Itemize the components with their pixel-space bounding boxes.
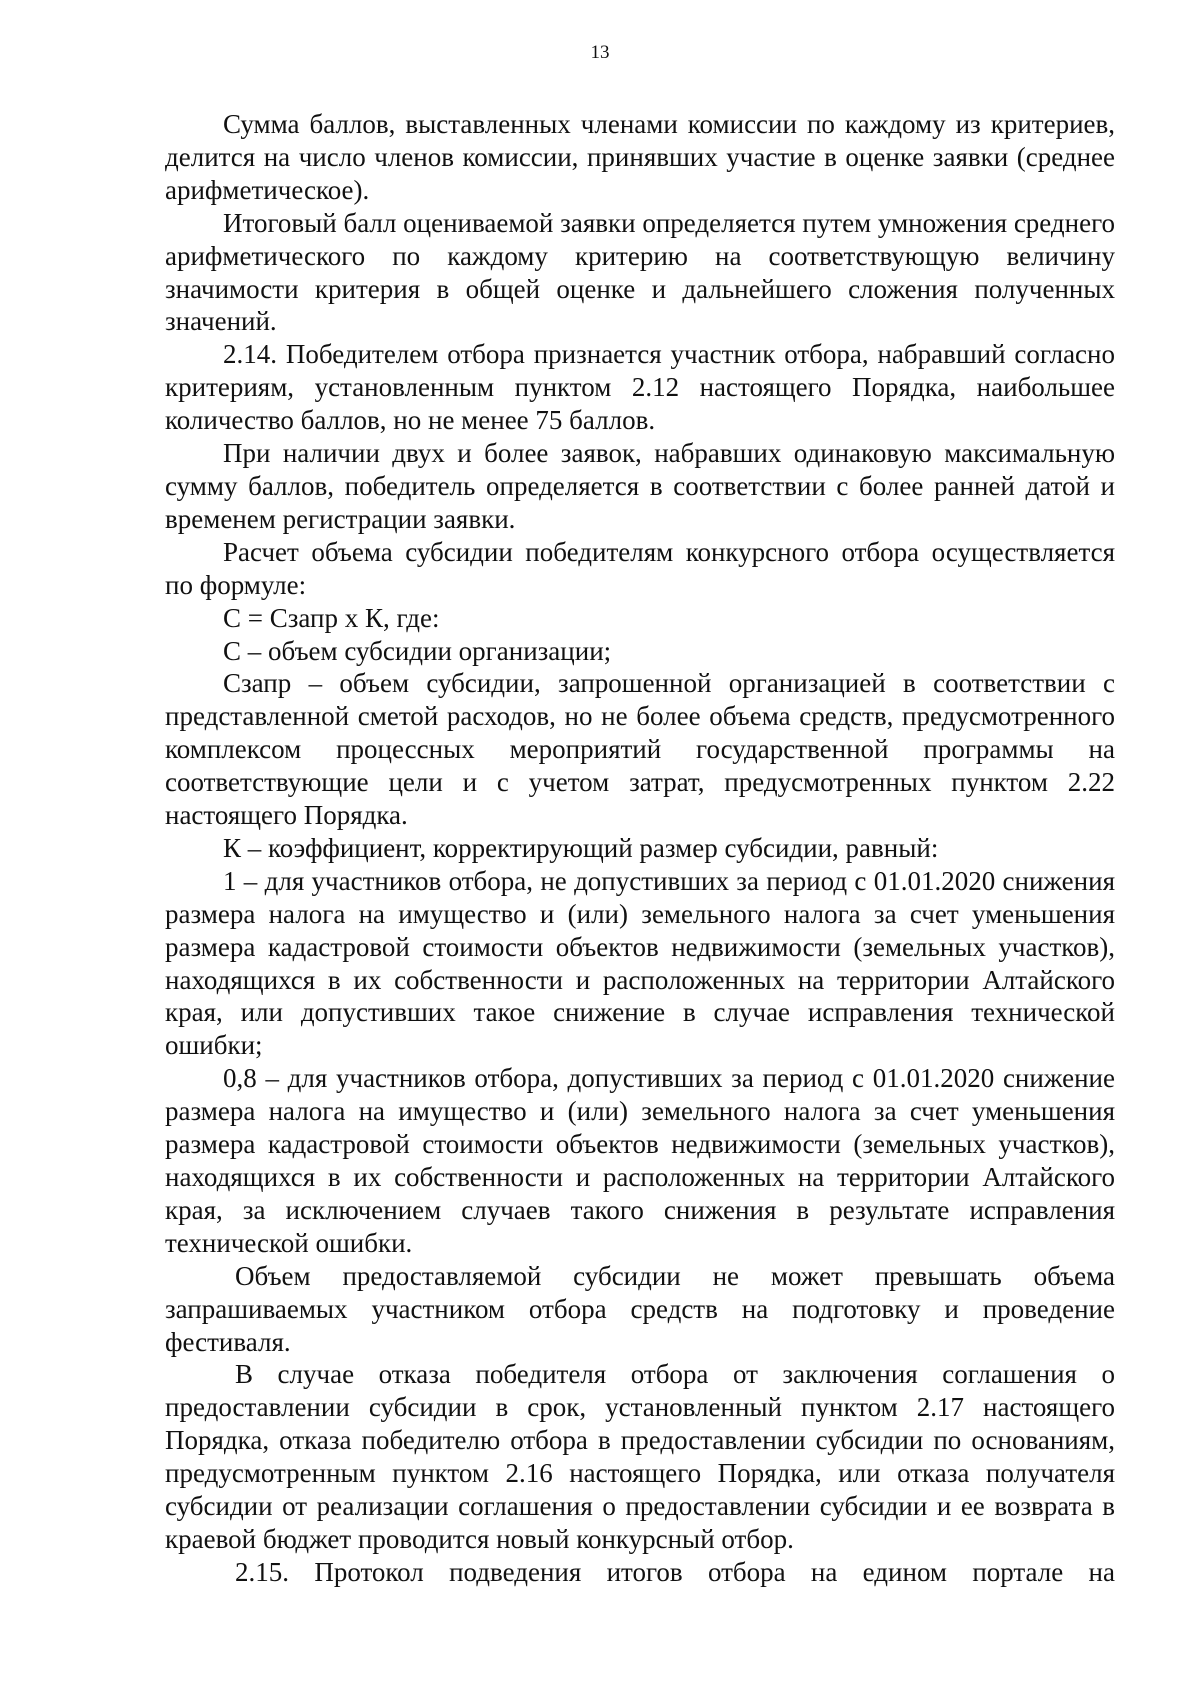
paragraph-subsidy-calculation: Расчет объема субсидии победителям конкурсного отбора осуществляется по формуле:	[165, 536, 1115, 600]
paragraph-2-14-winner: 2.14. Победителем отбора признается участник отбора, набравший согласно критериям, установленным пунктом 2.12 настоящего Порядка, наибольшее количество баллов, но не менее 75 баллов.	[165, 339, 1115, 436]
formula-definition-c: С – объем субсидии организации;	[223, 635, 612, 666]
page-number: 13	[590, 42, 610, 63]
paragraph-equal-scores: При наличии двух и более заявок, набравших одинаковую максимальную сумму баллов, победитель определяется в соответствии с более ранней датой и временем регистрации заявки.	[165, 438, 1115, 534]
paragraph-final-score: Итоговый балл оцениваемой заявки определяется путем умножения среднего арифметического по каждому критерию на соответствующую величину значимости критерия в общей оценке и дальнейшего сложения полученных значений.	[165, 207, 1115, 337]
document-body	[165, 108, 1115, 1589]
formula-definition-czapr: Сзапр – объем субсидии, запрошенной организацией в соответствии с представленной сметой расходов, но не более объема средств, предусмотренного комплексом процессных мероприятий государственной программы на соответствующие цели и с учетом затрат, предусмотренных пунктом 2.22 настоящего Порядка.	[165, 668, 1115, 831]
paragraph-subsidy-limit: Объем предоставляемой субсидии не может превышать объема запрашиваемых участником отбора средств на подготовку и проведение фестиваля.	[165, 1260, 1115, 1357]
coefficient-0-8-condition: 0,8 – для участников отбора, допустивших за период с 01.01.2020 снижение размера налога на имущество и (или) земельного налога за счет уменьшения размера кадастровой стоимости объектов недвижимости (земельных участков), находящихся в их собственности и расположенных на территории Алтайского края, за исключением случаев такого снижения в результате исправления технической ошибки.	[165, 1063, 1115, 1258]
paragraph-refusal-new-selection: В случае отказа победителя отбора от заключения соглашения о предоставлении субсидии в срок, установленный пунктом 2.17 настоящего Порядка, отказа победителю отбора в предоставлении субсидии по основаниям, предусмотренным пунктом 2.16 настоящего Порядка, или отказа получателя субсидии от реализации соглашения о предоставлении субсидии и ее возврата в краевой бюджет проводится новый конкурсный отбор.	[165, 1359, 1115, 1554]
paragraph-score-sum: Сумма баллов, выставленных членами комиссии по каждому из критериев, делится на число членов комиссии, принявших участие в оценке заявки (среднее арифметическое).	[165, 109, 1115, 205]
coefficient-1-condition: 1 – для участников отбора, не допустивших за период с 01.01.2020 снижения размера налога на имущество и (или) земельного налога за счет уменьшения размера кадастровой стоимости объектов недвижимости (земельных участков), находящихся в их собственности и расположенных на территории Алтайского края, или допустивших такое снижение в случае исправления технической ошибки;	[165, 865, 1115, 1061]
formula-definition-k: К – коэффициент, корректирующий размер субсидии, равный:	[223, 832, 939, 863]
subsidy-formula: С = Сзапр х К, где:	[223, 602, 440, 633]
paragraph-2-15-protocol: 2.15. Протокол подведения итогов отбора на едином портале на	[235, 1556, 1115, 1587]
